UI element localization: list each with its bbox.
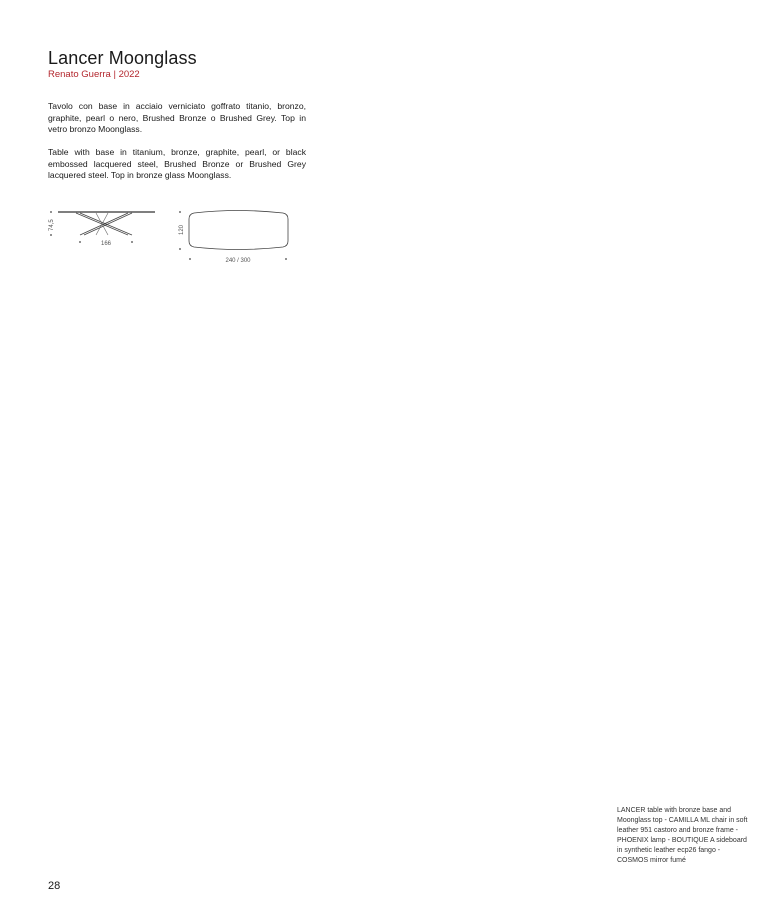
description-italian: Tavolo con base in acciaio verniciato goffrato titanio, bronzo, graphite, pearl o nero, Brushed Bronze o Brushed Grey. Top in vetro bronzo Moonglass. (48, 101, 306, 134)
side-height-label: 74,5 (49, 219, 55, 231)
designer-year: Renato Guerra | 2022 (48, 69, 140, 80)
page-number: 28 (48, 880, 61, 892)
top-length-label: 240 / 300 (225, 258, 251, 264)
description-english: Table with base in titanium, bronze, graphite, pearl, or black embossed lacquered steel, Brushed Bronze or Brushed Grey lacquered steel. Top in bronze glass Moonglass. (48, 147, 306, 180)
top-view-drawing (179, 211, 288, 260)
technical-drawings (0, 0, 784, 280)
side-width-label: 166 (100, 241, 112, 247)
product-title: Lancer Moonglass (48, 48, 197, 68)
side-view-drawing (50, 211, 155, 243)
top-depth-label: 120 (179, 224, 185, 235)
photo-caption: LANCER table with bronze base and Moonglass top - CAMILLA ML chair in soft leather 951 castoro and bronze frame - PHOENIX lamp - BOUTIQUE A sideboard in synthetic leather ecp26 fango - COSMOS mirror fumé (617, 807, 748, 864)
